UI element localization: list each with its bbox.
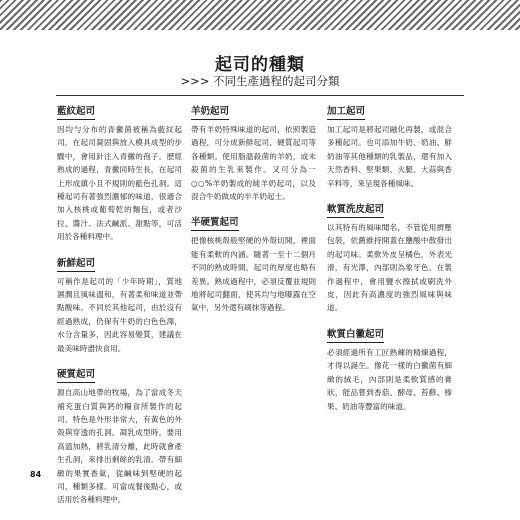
section-blue-cheese bbox=[57, 105, 182, 244]
section-processed-cheese bbox=[327, 105, 452, 190]
section-heading: 軟質洗皮起司 bbox=[327, 203, 384, 218]
section-body: 必須經過所有工匠熟練的精煉過程，才得以誕生。像花一樣的白黴菌有細緻的絨毛，內部則是柔軟質感的膏狀，能品嘗到香菇、酵母、苔蘚、榛果、奶油等豐富的味道。 bbox=[327, 347, 452, 411]
section-heading: 新鮮起司 bbox=[57, 257, 95, 272]
section-goat-cheese bbox=[191, 105, 316, 203]
section-semihard-cheese bbox=[191, 216, 316, 314]
section-body: 把像核桃殼般堅硬的外殼切開，裡面能有柔軟的內涵。隨著一至十二個月不同的熟成時間，起司的厚度也略有差異。熟成過程中，必須反覆並規則地將起司翻面，使其均勻地曝露在空氣中，另外還有刷抹等過程。 bbox=[191, 236, 316, 313]
section-body: 源自高山地帶的牧場，為了當成冬天補充蛋白質與鈣的糧食所製作的起司。特色是外形非常大，有黃色的外殼與穿透的孔洞。凝乳成型時，要用高溫加熱，將乳清分離，此時就會產生孔洞，來排出剩餘的乳清。帶有細緻的果實香氣，從鹹味到堅硬的起司，種類多樣。可當成餐後點心，或活用於各種料理中。 bbox=[57, 388, 182, 505]
page-number: 84 bbox=[30, 470, 42, 479]
section-heading: 軟質白黴起司 bbox=[327, 328, 384, 343]
section-heading: 硬質起司 bbox=[57, 368, 95, 383]
section-body: 因均勻分布的青黴菌被稱為藍紋起司。在起司凝固與放入模具成型的步驟中，會用針注入青黴的孢子。歷經熟成的過程，青黴同時生長，在起司上形成縝小且不規則的藍色孔洞。這種起司有著強烈濃郁的味道，很適合加入核桃或葡萄乾的麵包，或者沙拉、醬汁、法式鹹派、甜點等，可活用於各種料理中。 bbox=[57, 125, 182, 242]
section-bloomy-rind-cheese bbox=[327, 328, 452, 413]
section-hard-cheese bbox=[57, 368, 182, 507]
section-heading: 加工起司 bbox=[327, 105, 365, 120]
section-body: 加工起司是將起司融化再製，或混合多種起司。也可添加牛奶、奶油、鮮奶油等其他種類的乳製品，還有加入天然香料、堅果類、火腿、大蒜與香辛料等，來呈現各種風味。 bbox=[327, 125, 452, 188]
section-washed-rind-cheese bbox=[327, 203, 452, 315]
section-heading: 羊奶起司 bbox=[191, 105, 229, 120]
section-heading: 藍紋起司 bbox=[57, 105, 95, 120]
title-divider bbox=[56, 95, 464, 96]
section-body: 以其特有的風味聞名，不管從用擠壓包裝，依舊維持開蓋在鹽酸中散發出的起司味。柔軟外皮呈橘色，外表光滑，有光澤，內部則為象牙色。在製作過程中，會用鹽水擦拭或刷洗外皮，因此有高濃度的強烈風味與味道。 bbox=[327, 223, 452, 313]
decorative-hatch-band bbox=[0, 0, 520, 30]
section-heading: 半硬質起司 bbox=[191, 216, 239, 231]
section-fresh-cheese bbox=[57, 257, 182, 355]
column-3 bbox=[327, 105, 452, 426]
page-title: 起司的種類 bbox=[215, 55, 305, 75]
section-body: 帶有羊奶特殊味道的起司，依照製造過程，可分成新鮮起司、硬質起司等各種類。使用脂溫殺菌的羊奶，或未殺菌的生乳來製作。又可分為一○○%羊奶製成的純羊奶起司，以及混合牛奶做成的半羊奶起士。 bbox=[191, 125, 316, 202]
column-2 bbox=[191, 105, 316, 328]
column-1 bbox=[57, 105, 182, 520]
section-body: 可稱作是起司的「少年時期」，質地濕潤且風味溫和，有著柔和味道並帶點酸味。不同於其他起司，由於沒有經過熟成，仍保有牛奶的白色色澤，水分含量多，因此容易變質，建議在最美味時盡快食用。 bbox=[57, 276, 182, 353]
page-subtitle: >>> 不同生產過程的起司分類 bbox=[180, 74, 340, 88]
